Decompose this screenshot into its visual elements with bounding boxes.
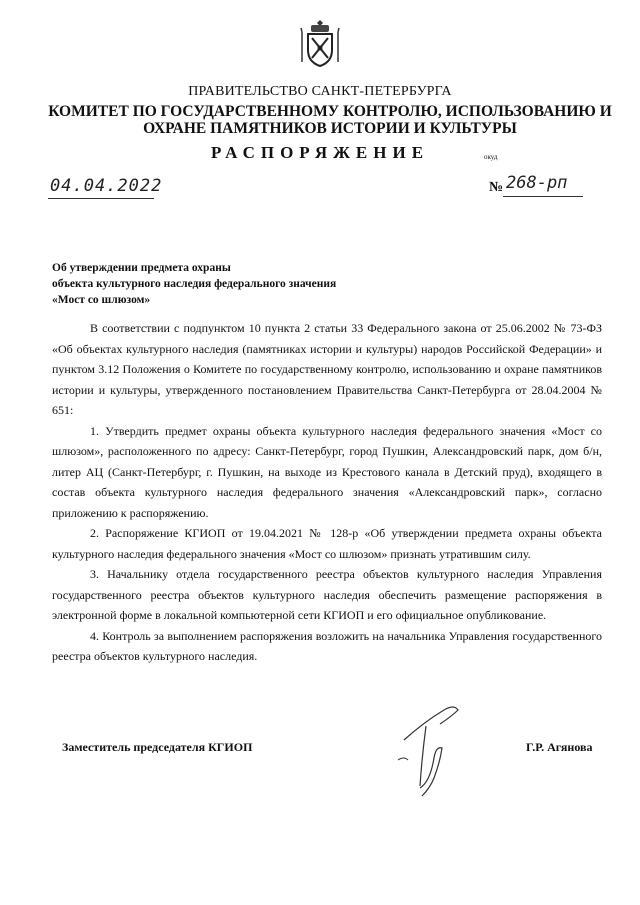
- subject-line-2: объекта культурного наследия федерального значения: [52, 278, 337, 290]
- number-underline: [503, 196, 583, 197]
- committee-name: КОМИТЕТ ПО ГОСУДАРСТВЕННОМУ КОНТРОЛЮ, ИСПОЛЬЗОВАНИЮ И ОХРАНЕ ПАМЯТНИКОВ ИСТОРИИ И КУЛЬТУРЫ: [48, 103, 612, 137]
- coat-of-arms-icon: [300, 18, 340, 70]
- signer-title: Заместитель председателя КГИОП: [62, 740, 253, 754]
- document-number: 268-рп: [506, 173, 568, 193]
- okud-label: окуд: [484, 153, 498, 161]
- subject-line-3: «Мост со шлюзом»: [52, 294, 151, 306]
- body-item-3: 3. Начальнику отдела государственного реестра объектов культурного наследия Управления государственного реестра объектов культурного наследия обеспечить размещение распоряжения в электронной форме в локальной компьютерной сети КГИОП и его официальное опубликование.: [52, 567, 602, 622]
- document-body: [52, 318, 602, 667]
- body-item-2: 2. Распоряжение КГИОП от 19.04.2021 № 128-р «Об утверждении предмета охраны объекта культурного наследия федерального значения «Мост со шлюзом» признать утратившим силу.: [52, 526, 602, 561]
- number-label: №: [489, 180, 504, 195]
- body-intro-paragraph: В соответствии с подпунктом 10 пункта 2 статьи 33 Федерального закона от 25.06.2002 № 73-ФЗ «Об объектах культурного наследия (памятниках истории и культуры) народов Российской Федерации» и пунктом 3.12 Положения о Комитете по государственному контролю, использованию и охране памятников истории и культуры, утвержденного постановлением Правительства Санкт-Петербурга от 28.04.2004 № 651:: [52, 321, 602, 417]
- document-date: 04.04.2022: [50, 176, 163, 196]
- body-item-4: 4. Контроль за выполнением распоряжения возложить на начальника Управления государственного реестра объектов культурного наследия.: [52, 628, 602, 663]
- handwritten-signature-icon: [396, 700, 476, 810]
- document-type-title: РАСПОРЯЖЕНИЕ: [210, 143, 430, 162]
- body-item-1: 1. Утвердить предмет охраны объекта культурного наследия федерального значения «Мост со шлюзом», расположенного по адресу: Санкт-Петербург, город Пушкин, Александровский парк, дом б/н, литер АЦ (Санкт-Петербург, г. Пушкин, на выходе из Крестового канала в Детский пруд), входящего в состав объекта культурного наследия федерального значения «Александровский парк», согласно приложению к распоряжению.: [52, 423, 602, 520]
- government-name: ПРАВИТЕЛЬСТВО САНКТ-ПЕТЕРБУРГА: [188, 84, 452, 99]
- date-underline: [48, 198, 154, 199]
- document-subject: [52, 260, 452, 308]
- signer-name: Г.Р. Агянова: [526, 740, 593, 754]
- subject-line-1: Об утверждении предмета охраны: [52, 262, 231, 274]
